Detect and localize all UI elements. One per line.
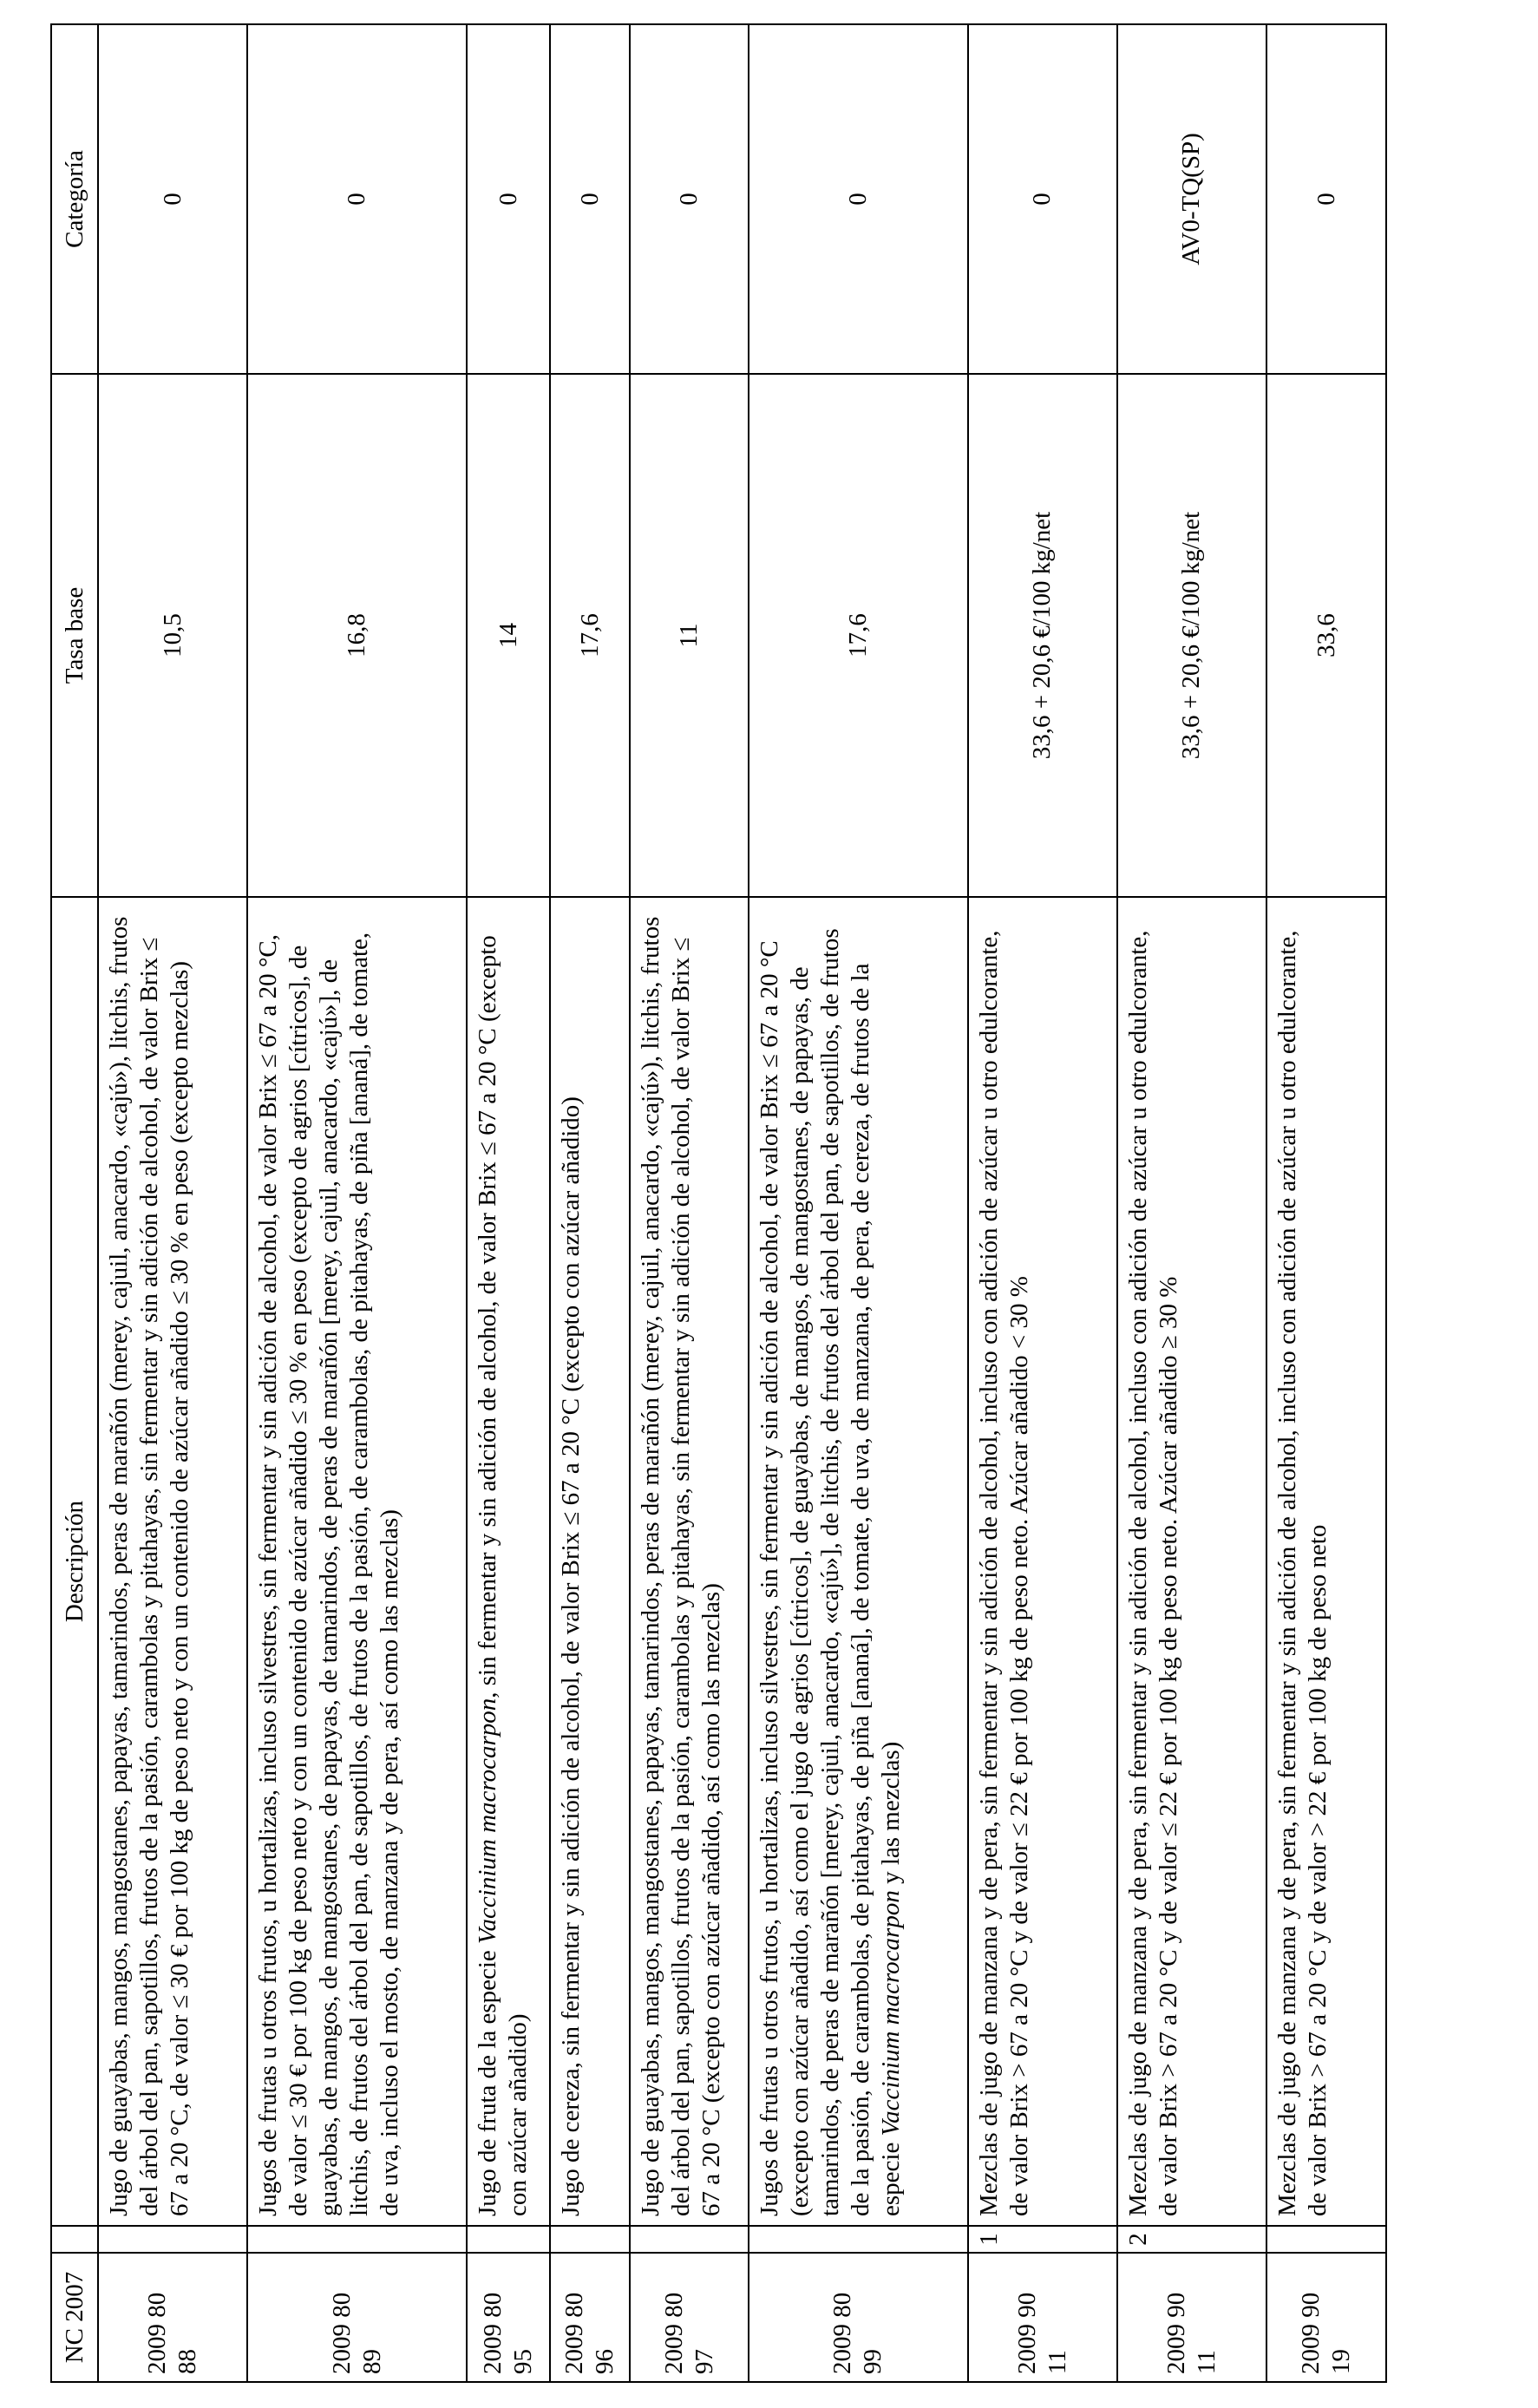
nc-code: 2009 90 19 [1266, 2253, 1386, 2382]
description: Jugo de cereza, sin fermentar y sin adición de alcohol, de valor Brix ≤ 67 a 20 °C (excepto con azúcar añadido) [550, 897, 630, 2226]
nc-code: 2009 90 11 [1117, 2253, 1266, 2382]
description: Mezclas de jugo de manzana y de pera, sin fermentar y sin adición de alcohol, incluso con adición de azúcar u otro edulcorante, de valor Brix > 67 a 20 °C y de valor ≤ 22 € por 100 kg de peso neto. Azúcar añadido ≥ 30 % [1117, 897, 1266, 2226]
row-number: 2 [1117, 2226, 1266, 2253]
header-nc: NC 2007 [51, 2253, 98, 2382]
table-row [1266, 24, 1386, 2382]
table-row [1117, 24, 1266, 2382]
base-rate: 33,6 + 20,6 €/100 kg/net [1117, 374, 1266, 897]
table-row [550, 24, 630, 2382]
description: Mezclas de jugo de manzana y de pera, sin fermentar y sin adición de alcohol, incluso con adición de azúcar u otro edulcorante, de valor Brix > 67 a 20 °C y de valor > 22 € por 100 kg de peso neto [1266, 897, 1386, 2226]
category: 0 [247, 24, 467, 374]
header-number [51, 2226, 98, 2253]
table-row [749, 24, 968, 2382]
row-number [98, 2226, 247, 2253]
description: Jugos de frutas u otros frutos, u hortalizas, incluso silvestres, sin fermentar y sin adición de alcohol, de valor Brix ≤ 67 a 20 °C, de valor ≤ 30 € por 100 kg de peso neto y con un contenido de azúcar añadido ≤ 30 % en peso (excepto de agrios [cítricos], de guayabas, de mangos, de mangostanes, de papayas, de tamarindos, de peras de marañón [merey, cajuil, anacardo, «cajú»], de litchis, de frutos del árbol del pan, de sapotillos, de frutos de la pasión, de carambolas, de pitahayas, de piña [ananá], de tomate, de uva, incluso el mosto, de manzana y de pera, así como las mezclas) [247, 897, 467, 2226]
category: 0 [1266, 24, 1386, 374]
row-number: 1 [968, 2226, 1117, 2253]
nc-code: 2009 90 11 [968, 2253, 1117, 2382]
description: Mezclas de jugo de manzana y de pera, sin fermentar y sin adición de alcohol, incluso con adición de azúcar u otro edulcorante, de valor Brix > 67 a 20 °C y de valor ≤ 22 € por 100 kg de peso neto. Azúcar añadido < 30 % [968, 897, 1117, 2226]
base-rate: 11 [630, 374, 749, 897]
tariff-table [50, 23, 1387, 2383]
species-name: Vaccinium macrocarpon [876, 1890, 905, 2136]
nc-code: 2009 80 89 [247, 2253, 467, 2382]
description: Jugo de guayabas, mangos, mangostanes, papayas, tamarindos, peras de marañón (merey, cajuil, anacardo, «cajú»), litchis, frutos del árbol del pan, sapotillos, frutos de la pasión, carambolas y pitahayas, sin fermentar y sin adición de alcohol, de valor Brix ≤ 67 a 20 °C (excepto con azúcar añadido, así como las mezclas) [630, 897, 749, 2226]
base-rate: 16,8 [247, 374, 467, 897]
header-description: Descripción [51, 897, 98, 2226]
header-row [51, 24, 98, 2382]
header-category: Categoría [51, 24, 98, 374]
description: Jugo de guayabas, mangos, mangostanes, papayas, tamarindos, peras de marañón (merey, cajuil, anacardo, «cajú»), litchis, frutos del árbol del pan, sapotillos, frutos de la pasión, carambolas y pitahayas, sin fermentar y sin adición de alcohol, de valor Brix ≤ 67 a 20 °C, de valor ≤ 30 € por 100 kg de peso neto y con un contenido de azúcar añadido ≤ 30 % en peso (excepto mezclas) [98, 897, 247, 2226]
category: 0 [550, 24, 630, 374]
row-number [247, 2226, 467, 2253]
row-number [467, 2226, 550, 2253]
base-rate: 14 [467, 374, 550, 897]
row-number [1266, 2226, 1386, 2253]
table-row [247, 24, 467, 2382]
table-row [968, 24, 1117, 2382]
row-number [550, 2226, 630, 2253]
category: 0 [467, 24, 550, 374]
row-number [749, 2226, 968, 2253]
description-text: y las mezclas) [876, 1741, 905, 1891]
table-row [98, 24, 247, 2382]
nc-code: 2009 80 88 [98, 2253, 247, 2382]
nc-code: 2009 80 96 [550, 2253, 630, 2382]
table-row [467, 24, 550, 2382]
species-name: Vaccinium macrocarpon [473, 1698, 501, 1944]
category: 0 [749, 24, 968, 374]
row-number [630, 2226, 749, 2253]
table-row [630, 24, 749, 2382]
base-rate: 33,6 [1266, 374, 1386, 897]
header-base-rate: Tasa base [51, 374, 98, 897]
description-text: Jugos de frutas u otros frutos, u hortalizas, incluso silvestres, sin fermentar y sin adición de alcohol, de valor Brix ≤ 67 a 20 °C (excepto con azúcar añadido, así como el jugo de agrios [cítricos], de guayabas, de mangos, de mangostanes, de papayas, de tamarindos, de peras de marañón [merey, cajuil, anacardo, «cajú»], de litchis, de frutos del árbol del pan, de sapotillos, de frutos de la pasión, de carambolas, de pitahayas, de piña [ananá], de tomate, de uva, de manzana, de pera, de cereza, de frutos de la especie [755, 928, 905, 2216]
base-rate: 10,5 [98, 374, 247, 897]
description-text: Jugo de fruta de la especie [473, 1943, 501, 2216]
description-text: , sin fermentar y sin adición de alcohol, de valor Brix ≤ 67 a 20 °C (excepto con azúcar añadido) [473, 935, 532, 2216]
nc-code: 2009 80 97 [630, 2253, 749, 2382]
description [467, 897, 550, 2226]
category: AV0-TQ(SP) [1117, 24, 1266, 374]
description [749, 897, 968, 2226]
rotated-page [50, 25, 1387, 2383]
category: 0 [630, 24, 749, 374]
base-rate: 17,6 [749, 374, 968, 897]
category: 0 [98, 24, 247, 374]
base-rate: 17,6 [550, 374, 630, 897]
base-rate: 33,6 + 20,6 €/100 kg/net [968, 374, 1117, 897]
category: 0 [968, 24, 1117, 374]
nc-code: 2009 80 99 [749, 2253, 968, 2382]
nc-code: 2009 80 95 [467, 2253, 550, 2382]
